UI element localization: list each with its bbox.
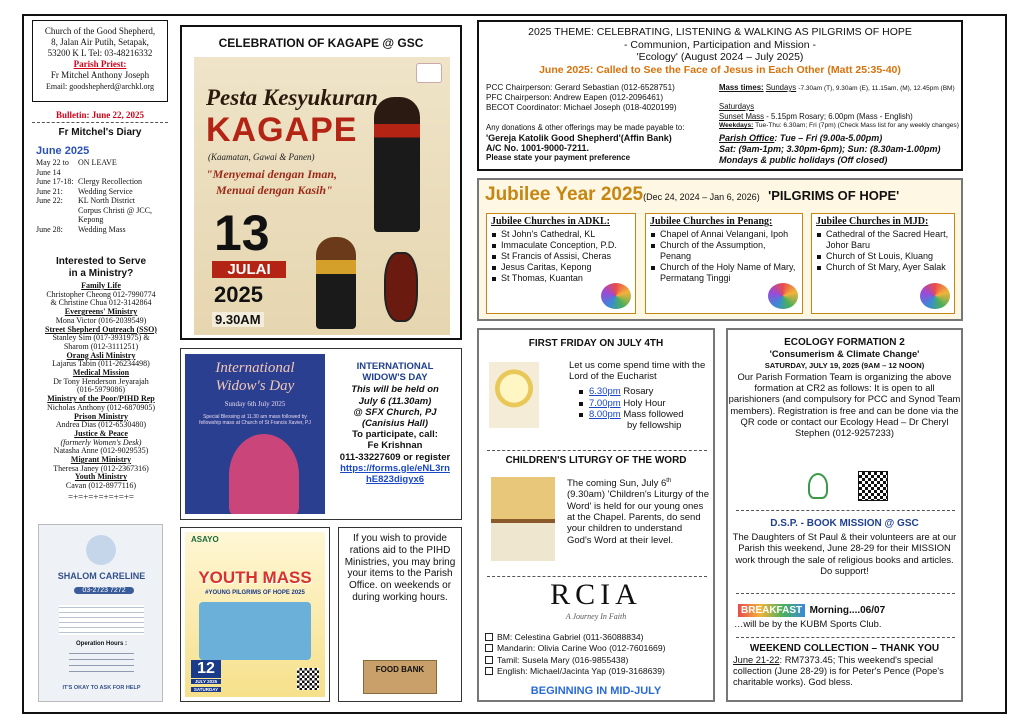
ministry-contact: (formerly Women's Desk)	[60, 437, 142, 447]
ministry-contact: (016-5979086)	[77, 385, 125, 395]
church-building-image	[199, 602, 311, 660]
careline-text-block	[59, 605, 144, 635]
careline-name: SHALOM CARELINE	[57, 571, 146, 581]
jubilee-church: Church of the Assumption, Penang	[650, 240, 798, 262]
friday-item	[579, 386, 709, 397]
widow-day-box	[180, 348, 462, 520]
friday-item	[579, 398, 709, 409]
diary-event: KL North District	[78, 196, 136, 205]
checkbox-icon	[485, 667, 493, 675]
kagape-title-1: Pesta Kesyukuran	[206, 85, 378, 110]
friday-time: 7.00pm	[589, 397, 621, 409]
ministry-heading: Youth Ministry	[74, 472, 128, 482]
diary-row	[36, 196, 168, 206]
widow-poster-desc: Special Blessing at 11.30 am mass followed by fellowship mass at Church of St Francis Xavier, PJ	[199, 414, 311, 426]
divider	[487, 576, 707, 577]
bullet-icon	[579, 402, 583, 406]
diary-event: Wedding Service	[78, 186, 133, 196]
saturdays-label: Saturdays	[719, 101, 755, 111]
food-bank-image	[345, 648, 455, 698]
rcia-footer: BEGINNING IN MID-JULY	[530, 685, 662, 697]
widow-line-3: @ SFX Church, PJ	[353, 406, 437, 418]
ministry-heading: Street Shepherd Outreach (SSO)	[45, 324, 157, 334]
rcia-contact-text: Mandarin: Olivia Carine Woo (012-7601669)	[497, 643, 666, 654]
diary-date: June 22:	[36, 196, 63, 205]
ministry-contact: Nicholas Anthony (012-6870905)	[47, 402, 155, 412]
parish-office-closed: Mondays & public holidays (Off closed)	[719, 154, 888, 165]
jubilee-title: Jubilee Year 2025	[485, 184, 644, 205]
friday-schedule	[569, 386, 709, 420]
widow-line-7: 011-33227609 or register	[339, 451, 451, 463]
friday-item	[579, 409, 709, 420]
ministry-list	[30, 282, 172, 491]
bank-name: 'Gereja Katolik Good Shepherd'(Affin Bank)	[486, 132, 672, 143]
jubilee-column-heading: Jubilee Churches in ADKL:	[491, 216, 610, 227]
friday-intro: Let us come spend time with the Lord of the Eucharist	[569, 360, 706, 383]
diary-event: Corpus Christi @ JCC,	[78, 205, 153, 215]
pcc-chair: PCC Chairperson: Gerard Sebastian (012-6528751)	[486, 83, 675, 92]
ministry-contact: & Christine Chua 012-3142864	[50, 298, 152, 308]
clow-text-2: (9.30am) 'Children's Liturgy of the Word' is held for our young ones at the Chapel. Parents, do send your children to understand God's Word at their level.	[567, 489, 709, 546]
ministry-contact: Theresa Janey (012-2367316)	[53, 463, 149, 473]
ministry-heading: Evergreens' Ministry	[64, 307, 138, 317]
youth-title: YOUTH MASS	[198, 568, 312, 587]
widow-day-poster	[185, 354, 325, 514]
friday-tail: by fellowship	[627, 420, 682, 432]
friday-activity: Mass followed	[623, 408, 684, 420]
ministry-heading: Medical Mission	[72, 368, 130, 378]
kagape-time: 9.30AM	[212, 312, 264, 327]
diary-title: Fr Mitchel's Diary	[58, 127, 142, 138]
bullet-icon	[579, 413, 583, 417]
theme-line-3: 'Ecology' (August 2024 – July 2025)	[636, 51, 804, 63]
shalom-careline-poster	[38, 524, 163, 702]
parish-office-weekdays: : Tue – Fri (9.00a-5.00pm)	[774, 133, 883, 144]
theme-line-2: - Communion, Participation and Mission -	[624, 38, 816, 51]
jubilee-logo-icon	[768, 283, 798, 309]
diary-row	[36, 158, 168, 168]
mass-sunday-times: -7.30am (T), 9.30am (E), 11.15am, (M), 12.45pm (BM)	[798, 85, 955, 92]
diary-month: June 2025	[36, 145, 90, 157]
jubilee-column-heading: Jubilee Churches in MJD:	[816, 216, 929, 227]
friday-time: 8.00pm	[589, 408, 621, 420]
rcia-contact-text: Tamil: Susela Mary (016-9855438)	[497, 654, 629, 665]
youth-qr-code	[297, 668, 319, 690]
rcia-contacts	[485, 632, 713, 677]
diary-row	[36, 177, 168, 187]
jubilee-column	[811, 213, 955, 314]
food-bank-label: FOOD BANK	[363, 660, 437, 694]
widow-line-2: July 6 (11.30am)	[358, 395, 432, 407]
diary-date: June 14	[36, 167, 61, 177]
jubilee-column	[486, 213, 636, 314]
friday-title: FIRST FRIDAY ON JULY 4TH	[528, 338, 664, 349]
parish-office-label: Parish Office	[719, 133, 775, 144]
kagape-day: 13	[214, 205, 270, 261]
widow-line-4: (Canisius Hall)	[362, 418, 428, 430]
jubilee-church: Church of the Holy Name of Mary, Permatang Tinggi	[650, 262, 798, 284]
diary-date	[36, 215, 78, 225]
rcia-contact	[485, 643, 713, 654]
divider	[487, 450, 707, 451]
theme-box	[477, 20, 963, 171]
bank-account: A/C No. 1001-9000-7211.	[486, 143, 590, 154]
collection-text: : RM7373.45; This weekend's special collection (June 28-29) is for Peter's Pence (Pope's charitable works). God bless.	[733, 655, 944, 688]
theme-line-4: June 2025: Called to See the Face of Jesus in Each Other (Matt 25:35-40)	[539, 63, 901, 76]
careline-phone: 03-2723 7272	[74, 587, 134, 594]
jubilee-church: Church of St Mary, Ayer Salak	[816, 262, 950, 273]
ministry-title-2: in a Ministry?	[68, 268, 134, 279]
ministry-contact: Andrea Dias (012-6530480)	[55, 420, 147, 430]
ecology-subtitle: 'Consumerism & Climate Change'	[769, 348, 920, 360]
gsc-logo	[416, 63, 442, 83]
jubilee-church: Church of St Louis, Kluang	[816, 251, 950, 262]
diary-event: Kepong	[78, 215, 104, 224]
divider	[736, 593, 955, 594]
jubilee-column-heading: Jubilee Churches in Penang:	[650, 216, 773, 227]
diary-event: Wedding Mass	[78, 224, 126, 234]
priest-label: Parish Priest:	[73, 59, 127, 69]
diary-date: June 21:	[36, 186, 63, 196]
diary-event: Clergy Recollection	[78, 177, 143, 186]
kagape-tagline-1: "Menyemai dengan Iman,	[206, 167, 338, 181]
kagape-title-2: KAGAPE	[206, 111, 358, 149]
bulletin-date: Bulletin: June 22, 2025	[32, 110, 168, 123]
kagape-tagline-2: Menuai dengan Kasih"	[216, 183, 333, 197]
jubilee-church: St John's Cathedral, KL	[491, 229, 631, 240]
priest-name: Fr Mitchel Anthony Joseph	[50, 70, 150, 80]
ministry-contact: Christopher Cheong 012-7990774	[46, 289, 156, 299]
jubilee-church: Jesus Caritas, Kepong	[491, 262, 631, 273]
widow-poster-title-1: International	[215, 360, 295, 376]
breakfast-text: …will be by the KUBM Sports Club.	[734, 618, 882, 629]
jubilee-logo-icon	[601, 283, 631, 309]
ministry-contact: Cavan (012-8977116)	[65, 481, 137, 491]
jubilee-dates: (Dec 24, 2024 – Jan 6, 2026)	[643, 192, 760, 202]
widow-line-5: To participate, call:	[352, 429, 438, 441]
breakfast-label: BREAKFAST	[738, 604, 805, 617]
becot-coordinator: BECOT Coordinator: Michael Joseph (018-4020199)	[486, 103, 677, 113]
jubilee-church: Immaculate Conception, P.D.	[491, 240, 631, 251]
ecology-qr-code[interactable]	[858, 471, 888, 501]
ministry-contact: Dr Tony Henderson Jeyarajah	[53, 376, 149, 386]
church-address-1: 8, Jalan Air Putih, Setapak,	[51, 37, 149, 47]
ministry-contact: Stanley Sim (017-3931975) &	[52, 333, 150, 343]
diary-row	[36, 215, 168, 225]
divider	[736, 510, 955, 511]
weekdays-label: Weekdays:	[719, 122, 754, 130]
collection-title: WEEKEND COLLECTION – THANK YOU	[749, 643, 940, 654]
checkbox-icon	[485, 644, 493, 652]
donation-note: Any donations & other offerings may be made payable to:	[486, 122, 685, 132]
checkbox-icon	[485, 656, 493, 664]
friday-activity: Holy Hour	[623, 397, 666, 409]
dancer-woman-figure	[316, 237, 356, 329]
sunset-mass-label: Sunset Mass	[719, 111, 765, 121]
shield-decoration-icon	[384, 252, 418, 322]
mass-sundays-label: Sundays	[765, 83, 797, 92]
ecology-title: ECOLOGY FORMATION 2	[784, 337, 905, 348]
ecology-box	[726, 328, 963, 702]
dsp-title: D.S.P. - BOOK MISSION @ GSC	[770, 518, 919, 529]
ministry-heading: Orang Asli Ministry	[66, 350, 136, 360]
widow-line-6: Fe Krishnan	[367, 440, 423, 452]
jubilee-church: Cathedral of the Sacred Heart, Johor Baru	[816, 229, 950, 251]
rcia-contact	[485, 666, 713, 677]
diary-row	[36, 187, 168, 197]
weekday-times: Tue-Thu: 6.30am; Fri (7pm) (Check Mass list for any weekly changes)	[755, 122, 959, 130]
widow-poster-date: Sunday 6th July 2025	[224, 400, 286, 408]
ministry-contact: Mona Victor (016-2039549)	[55, 315, 147, 325]
rcia-logo: RCIA	[550, 578, 642, 611]
jubilee-pilgrims: 'PILGRIMS OF HOPE'	[768, 188, 900, 203]
jubilee-logo-icon	[920, 283, 950, 309]
youth-brand: ASAYO	[191, 535, 219, 544]
dsp-text: The Daughters of St Paul & their volunteers are at our Parish this weekend, June 28-29 for their MISSION work through the sale of religious books and articles. Do support!	[732, 531, 957, 576]
ministry-heading: Justice & Peace	[74, 428, 128, 438]
youth-month: JULY 2025	[191, 679, 221, 684]
jubilee-box	[477, 178, 963, 321]
jubilee-church: Chapel of Annai Velangani, Ipoh	[650, 229, 798, 240]
careline-hours-block	[69, 651, 134, 675]
church-address-2: 53200 K L Tel: 03-48216332	[47, 48, 153, 58]
breakfast-date: Morning....06/07	[809, 605, 886, 616]
rcia-contact-text: BM: Celestina Gabriel (011-36088834)	[497, 632, 644, 642]
jubilee-column	[645, 213, 803, 314]
clow-sup: th	[666, 478, 672, 484]
careline-footer: IT'S OKAY TO ASK FOR HELP	[62, 685, 141, 691]
jubilee-church: St Francis of Assisi, Cheras	[491, 251, 631, 262]
ministry-contact: Lajarus Tabin (011-26234498)	[52, 359, 150, 369]
careline-dove-icon	[86, 535, 116, 565]
diary-date: June 28:	[36, 224, 63, 234]
eucharist-image	[489, 362, 539, 428]
kagape-header: CELEBRATION OF KAGAPE @ GSC	[218, 36, 424, 50]
diary-event: ON LEAVE	[78, 158, 117, 167]
church-email: Email: goodshepherd@archkl.org	[45, 82, 155, 91]
rcia-tagline: A Journey In Faith	[565, 612, 627, 621]
collection-date: June 21-22	[733, 655, 780, 665]
ministry-heading: Family Life	[81, 281, 121, 290]
rcia-contact	[485, 655, 713, 666]
friday-time: 6.30pm	[589, 386, 621, 398]
ministry-separator: =+=+=+=+=+=+=	[68, 491, 134, 502]
bible-image	[491, 477, 555, 561]
youth-subtitle: #YOUNG PILGRIMS OF HOPE 2025	[205, 590, 305, 596]
lightbulb-icon	[808, 473, 828, 499]
pihd-box	[338, 527, 462, 702]
pihd-text: If you wish to provide rations aid to the PIHD Ministries, you may bring your items to the Parish Office. on weekends or during working hours.	[344, 533, 456, 603]
divider	[736, 637, 955, 638]
youth-mass-poster	[185, 532, 325, 697]
friday-activity: Rosary	[623, 386, 654, 398]
diary-row	[36, 225, 168, 235]
friday-box	[477, 328, 715, 702]
checkbox-icon	[485, 633, 493, 641]
ministry-heading: Prison Ministry	[74, 411, 128, 421]
dancer-man-figure	[374, 97, 420, 232]
diary-row	[36, 206, 168, 216]
widow-silhouette	[229, 434, 299, 514]
careline-hours-label: Operation Hours :	[75, 641, 127, 647]
ministry-title-1: Interested to Serve	[55, 256, 147, 267]
rcia-contact	[485, 632, 713, 643]
ecology-date: SATURDAY, JULY 19, 2025 (9AM – 12 NOON)	[764, 360, 925, 370]
widow-title-1: INTERNATIONAL	[356, 361, 434, 372]
diary-date: May 22 to	[36, 158, 69, 167]
church-name: Church of the Good Shepherd,	[44, 26, 156, 36]
rcia-contact-text: English: Michael/Jacinta Yap (019-3168639)	[497, 665, 665, 676]
ministry-contact: Natasha Anne (012-9029535)	[53, 446, 149, 456]
kagape-month: JULAI	[212, 261, 286, 278]
diary-date	[36, 206, 78, 216]
youth-date: 12	[191, 660, 221, 678]
mass-times-label: Mass times:	[719, 83, 764, 92]
ministry-section	[30, 256, 172, 502]
widow-poster-title-2: Widow's Day	[215, 378, 295, 394]
bullet-icon	[579, 390, 583, 394]
kagape-year: 2025	[214, 282, 263, 307]
theme-line-1: 2025 THEME: CELEBRATING, LISTENING & WALKING AS PILGRIMS OF HOPE	[528, 26, 912, 38]
youth-day: SATURDAY	[191, 687, 221, 692]
youth-mass-box	[180, 527, 330, 702]
ministry-heading: Ministry of the Poor/PIHD Rep	[47, 394, 155, 404]
clow-title: CHILDREN'S LITURGY OF THE WORD	[505, 455, 687, 466]
sunset-mass-times: - 5.15pm Rosary; 6.00pm (Mass - English)	[766, 111, 913, 121]
ecology-text: Our Parish Formation Team is organizing the above formation at CR2 as follows: It is open to all parishioners (and compulsory for PCC and Synod Team members). Registration is free and can be done via the QR code or contact our Ecology Head – Dr Cheryl Stephen (012-9257233)	[728, 370, 961, 439]
clow-text-1: The coming Sun, July 6	[567, 478, 667, 490]
widow-register-link-1[interactable]: https://forms.gle/eNL3rn	[340, 462, 450, 474]
diary-list	[36, 158, 168, 234]
widow-title-2: WIDOW'S DAY	[362, 372, 428, 384]
diary-row	[36, 168, 168, 178]
widow-line-1: This will be held on	[351, 384, 439, 396]
diary-date: June 17-18:	[36, 177, 74, 186]
ministry-heading: Migrant Ministry	[70, 455, 132, 465]
kagape-subtitle: (Kaamatan, Gawai & Panen)	[208, 152, 315, 162]
ministry-contact: Sharom (012-3111251)	[63, 341, 139, 351]
pfc-chair: PFC Chairperson: Andrew Eapen (012-2096461)	[486, 93, 664, 103]
kagape-box	[180, 25, 462, 340]
jubilee-church: St Thomas, Kuantan	[491, 273, 631, 284]
payment-note: Please state your payment preference	[486, 153, 631, 163]
parish-office-weekend: Sat: (9am-1pm; 3.30pm-6pm); Sun: (8.30am-1.00pm)	[719, 143, 941, 154]
widow-register-link-2[interactable]: hE823digyx6	[365, 474, 425, 486]
church-info-box	[32, 20, 168, 102]
kagape-poster	[194, 57, 450, 335]
